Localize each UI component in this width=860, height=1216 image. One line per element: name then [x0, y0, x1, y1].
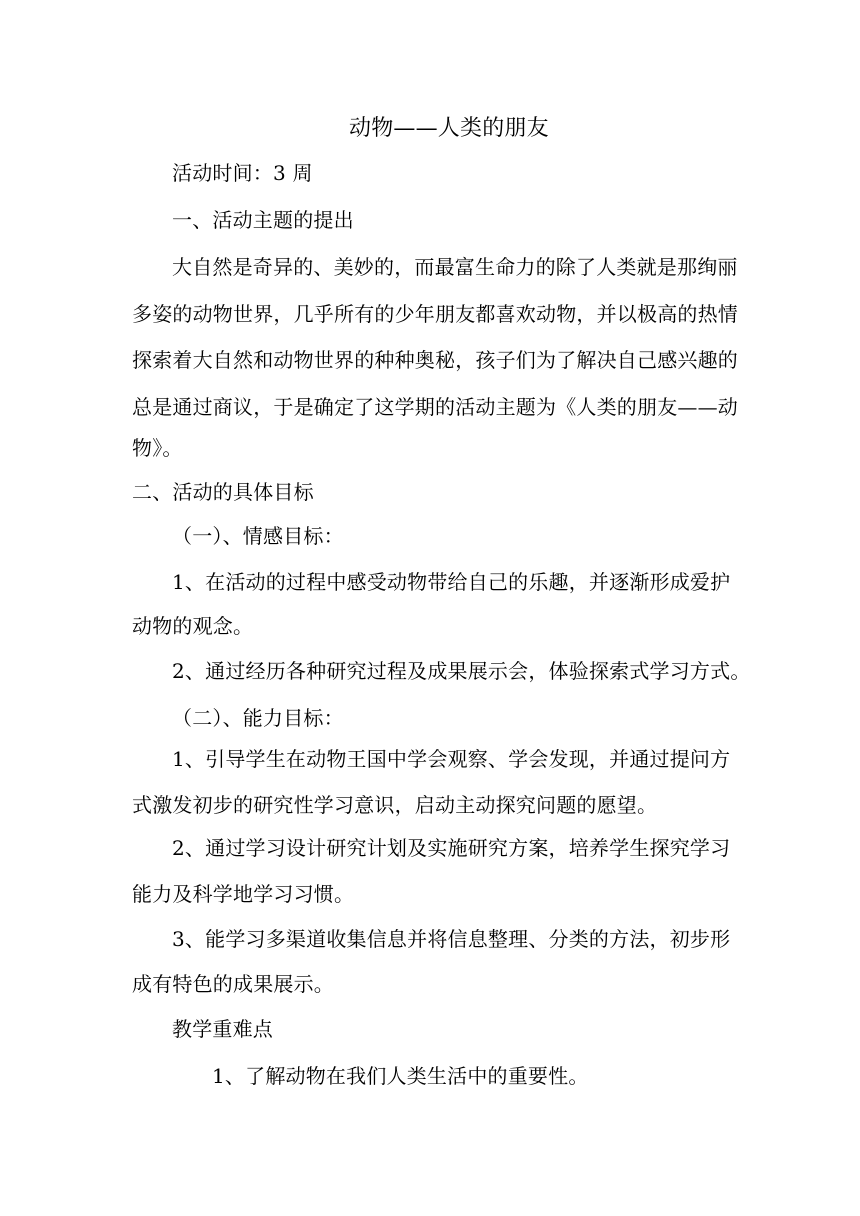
section-1-paragraph-line: 物》。 [132, 436, 183, 460]
activity-duration: 活动时间：3 周 [172, 161, 313, 185]
ability-goal-1-line: 式激发初步的研究性学习意识，启动主动探究问题的愿望。 [132, 793, 658, 817]
section-1-paragraph-line: 大自然是奇异的、美妙的，而最富生命力的除了人类就是那绚丽 [172, 255, 738, 279]
section-1-paragraph-line: 探索着大自然和动物世界的种种奥秘，孩子们为了解决自己感兴趣的 [132, 348, 738, 372]
ability-goal-3-line: 成有特色的成果展示。 [132, 972, 334, 996]
document-title: 动物——人类的朋友 [349, 116, 549, 141]
emotional-goal-1-line: 1、在活动的过程中感受动物带给自己的乐趣，并逐渐形成爱护 [172, 570, 731, 594]
section-1-paragraph-line: 多姿的动物世界，几乎所有的少年朋友都喜欢动物，并以极高的热情 [132, 302, 738, 326]
ability-goal-3-line: 3、能学习多渠道收集信息并将信息整理、分类的方法，初步形 [172, 927, 731, 951]
emotional-goals-heading: （一）、情感目标： [172, 524, 344, 548]
key-points-heading: 教学重难点 [172, 1017, 273, 1041]
ability-goal-1-line: 1、引导学生在动物王国中学会观察、学会发现，并通过提问方 [172, 747, 731, 771]
section-1-heading: 一、活动主题的提出 [172, 208, 354, 232]
key-point-1: 1、了解动物在我们人类生活中的重要性。 [212, 1064, 589, 1088]
ability-goal-2-line: 2、通过学习设计研究计划及实施研究方案，培养学生探究学习 [172, 836, 731, 860]
emotional-goal-2: 2、通过经历各种研究过程及成果展示会，体验探索式学习方式。 [172, 659, 751, 683]
section-1-paragraph-line: 总是通过商议，于是确定了这学期的活动主题为《人类的朋友——动 [132, 395, 738, 419]
ability-goal-2-line: 能力及科学地学习习惯。 [132, 882, 355, 906]
ability-goals-heading: （二）、能力目标： [172, 706, 344, 730]
emotional-goal-1-line: 动物的观念。 [132, 614, 254, 638]
section-2-heading: 二、活动的具体目标 [132, 480, 314, 504]
